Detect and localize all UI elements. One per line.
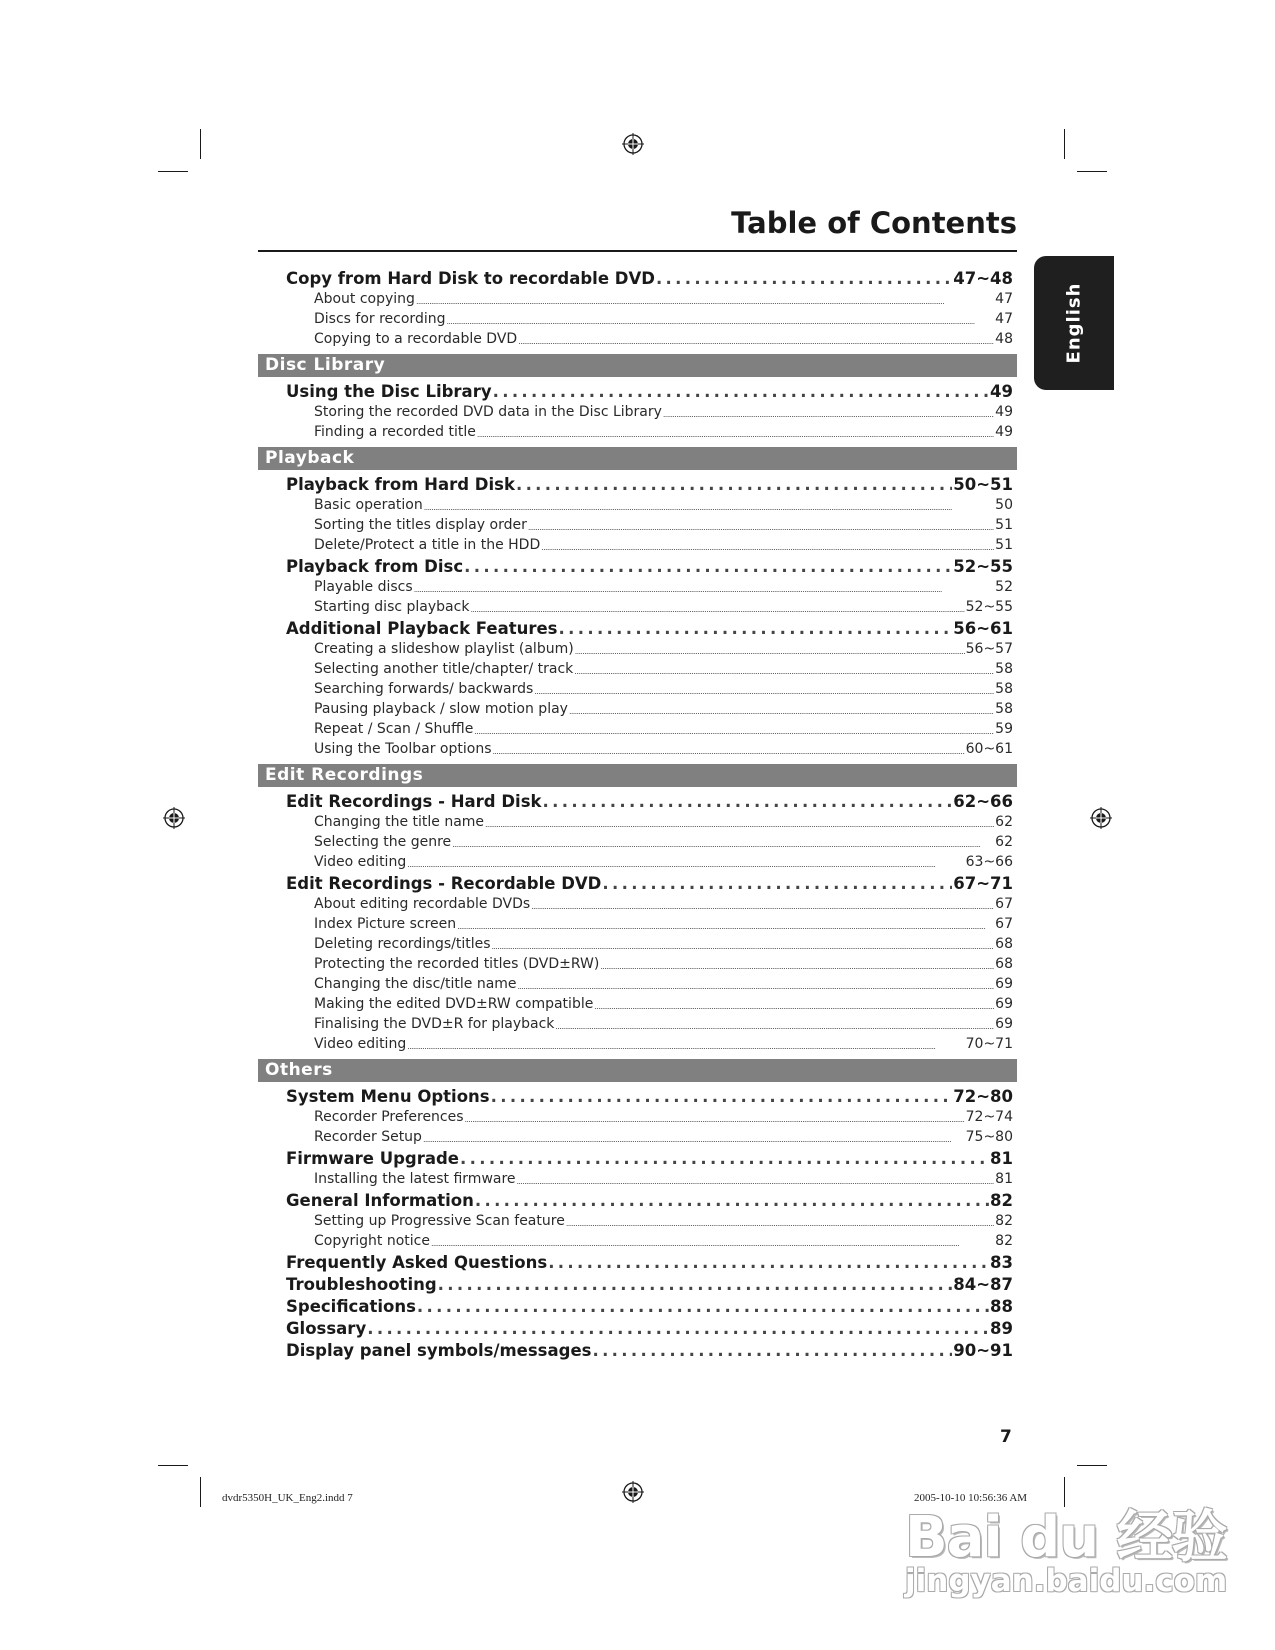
toc-entry-label: Discs for recording xyxy=(314,311,446,327)
toc-entry[interactable] xyxy=(258,719,1017,739)
toc-entry-page: 58 xyxy=(995,661,1013,677)
dot-leader xyxy=(416,295,994,309)
dot-leader xyxy=(407,1040,964,1054)
toc-entry-page: 82 xyxy=(995,1233,1013,1249)
toc-entry[interactable] xyxy=(258,974,1017,994)
registration-mark-icon xyxy=(622,133,644,155)
toc-entry-label: Recorder Setup xyxy=(314,1129,422,1145)
dot-leader xyxy=(491,1087,953,1107)
toc-entry-page: 56~57 xyxy=(965,641,1013,657)
toc-heading-entry[interactable] xyxy=(258,1339,1017,1361)
crop-mark xyxy=(158,1465,188,1466)
dot-leader xyxy=(446,315,994,329)
toc-entry-page: 52~55 xyxy=(953,557,1013,576)
toc-entry[interactable] xyxy=(258,422,1017,442)
toc-entry-label: Specifications xyxy=(286,1297,416,1316)
dot-leader xyxy=(464,557,952,577)
toc-entry-label: Selecting the genre xyxy=(314,834,452,850)
dot-leader xyxy=(594,1000,994,1014)
toc xyxy=(258,267,1017,1361)
toc-entry-page: 69 xyxy=(995,976,1013,992)
toc-entry-page: 81 xyxy=(990,1149,1013,1168)
dot-leader xyxy=(566,1217,994,1231)
toc-heading-entry[interactable] xyxy=(258,617,1017,639)
toc-entry[interactable] xyxy=(258,832,1017,852)
toc-entry-page: 72~80 xyxy=(953,1087,1013,1106)
toc-entry[interactable] xyxy=(258,515,1017,535)
toc-entry[interactable] xyxy=(258,597,1017,617)
toc-entry-page: 89 xyxy=(990,1319,1013,1338)
dot-leader xyxy=(474,725,994,739)
toc-entry-page: 90~91 xyxy=(953,1341,1013,1360)
toc-entry-page: 52 xyxy=(995,579,1013,595)
toc-entry-label: Changing the title name xyxy=(314,814,485,830)
toc-entry-label: Playback from Hard Disk xyxy=(286,475,515,494)
dot-leader xyxy=(541,541,994,555)
toc-entry[interactable] xyxy=(258,402,1017,422)
toc-entry-page: 48 xyxy=(995,331,1013,347)
toc-entry-page: 63~66 xyxy=(965,854,1013,870)
toc-entry-page: 67 xyxy=(995,896,1013,912)
dot-leader xyxy=(518,335,994,349)
toc-entry-label: Searching forwards/ backwards xyxy=(314,681,534,697)
dot-leader xyxy=(367,1319,989,1339)
dot-leader xyxy=(485,818,994,832)
toc-entry[interactable] xyxy=(258,309,1017,329)
toc-entry-page: 47 xyxy=(995,311,1013,327)
toc-entry-page: 75~80 xyxy=(965,1129,1013,1145)
toc-entry[interactable] xyxy=(258,812,1017,832)
toc-entry-label: Video editing xyxy=(314,854,407,870)
toc-entry-label: Delete/Protect a title in the HDD xyxy=(314,537,541,553)
toc-entry-label: Starting disc playback xyxy=(314,599,470,615)
toc-entry-label: Edit Recordings - Hard Disk xyxy=(286,792,542,811)
section-header-disc-library: Disc Library xyxy=(258,354,1017,377)
toc-entry[interactable] xyxy=(258,994,1017,1014)
toc-entry-label: Glossary xyxy=(286,1319,367,1338)
toc-heading-entry[interactable] xyxy=(258,1295,1017,1317)
toc-entry-page: 59 xyxy=(995,721,1013,737)
toc-entry[interactable] xyxy=(258,679,1017,699)
dot-leader xyxy=(518,980,995,994)
dot-leader xyxy=(423,1133,965,1147)
toc-heading-entry[interactable] xyxy=(258,555,1017,577)
toc-entry-label: Making the edited DVD±RW compatible xyxy=(314,996,594,1012)
toc-entry-page: 84~87 xyxy=(953,1275,1013,1294)
toc-entry-label: Troubleshooting xyxy=(286,1275,437,1294)
toc-entry-label: Index Picture screen xyxy=(314,916,457,932)
toc-entry-page: 88 xyxy=(990,1297,1013,1316)
registration-mark-icon xyxy=(622,1481,644,1503)
dot-leader xyxy=(457,920,994,934)
toc-heading-entry[interactable] xyxy=(258,1147,1017,1169)
toc-entry[interactable] xyxy=(258,639,1017,659)
crop-mark xyxy=(158,171,188,172)
toc-entry-page: 50~51 xyxy=(953,475,1013,494)
toc-entry-page: 62~66 xyxy=(953,792,1013,811)
toc-entry[interactable] xyxy=(258,659,1017,679)
toc-entry[interactable] xyxy=(258,699,1017,719)
dot-leader xyxy=(592,1341,952,1361)
toc-entry-page: 62 xyxy=(995,814,1013,830)
registration-mark-icon xyxy=(1090,807,1112,829)
dot-leader xyxy=(600,960,994,974)
dot-leader xyxy=(517,1175,995,1189)
toc-entry-page: 49 xyxy=(995,404,1013,420)
dot-leader xyxy=(559,619,953,639)
toc-entry-label: Deleting recordings/titles xyxy=(314,936,491,952)
toc-entry[interactable] xyxy=(258,739,1017,759)
slug-timestamp: 2005-10-10 10:56:36 AM xyxy=(914,1492,1028,1504)
toc-heading-entry[interactable] xyxy=(258,1085,1017,1107)
toc-entry-label: Finalising the DVD±R for playback xyxy=(314,1016,555,1032)
toc-entry[interactable] xyxy=(258,1169,1017,1189)
dot-leader xyxy=(569,705,994,719)
toc-entry-label: Creating a slideshow playlist (album) xyxy=(314,641,574,657)
toc-entry-label: Sorting the titles display order xyxy=(314,517,527,533)
toc-entry[interactable] xyxy=(258,1107,1017,1127)
toc-heading-entry[interactable] xyxy=(258,1189,1017,1211)
language-tab-label: English xyxy=(1063,282,1085,364)
toc-entry-page: 47~48 xyxy=(953,269,1013,288)
page-number: 7 xyxy=(1000,1427,1012,1447)
dot-leader xyxy=(542,792,952,812)
toc-entry-label: Recorder Preferences xyxy=(314,1109,464,1125)
toc-entry-label: Firmware Upgrade xyxy=(286,1149,460,1168)
crop-mark xyxy=(1064,129,1065,159)
dot-leader xyxy=(574,665,994,679)
toc-entry-label: Using the Toolbar options xyxy=(314,741,492,757)
toc-entry-label: Storing the recorded DVD data in the Disc Library xyxy=(314,404,662,420)
toc-entry-page: 67~71 xyxy=(953,874,1013,893)
toc-entry-label: System Menu Options xyxy=(286,1087,490,1106)
dot-leader xyxy=(407,858,964,872)
toc-entry-label: Finding a recorded title xyxy=(314,424,476,440)
toc-entry[interactable] xyxy=(258,329,1017,349)
toc-entry[interactable] xyxy=(258,1034,1017,1054)
dot-leader xyxy=(493,745,965,759)
toc-entry-page: 51 xyxy=(995,537,1013,553)
dot-leader xyxy=(438,1275,953,1295)
toc-heading-entry[interactable] xyxy=(258,380,1017,402)
toc-entry-label: Selecting another title/chapter/ track xyxy=(314,661,574,677)
toc-entry-label: Playable discs xyxy=(314,579,413,595)
toc-entry-label: General Information xyxy=(286,1191,474,1210)
toc-entry-page: 70~71 xyxy=(965,1036,1013,1052)
toc-entry-page: 50 xyxy=(995,497,1013,513)
toc-entry-label: Display panel symbols/messages xyxy=(286,1341,592,1360)
toc-entry[interactable] xyxy=(258,954,1017,974)
toc-heading-entry[interactable] xyxy=(258,267,1017,289)
toc-entry-label: Installing the latest firmware xyxy=(314,1171,516,1187)
dot-leader xyxy=(414,583,994,597)
toc-entry-label: About copying xyxy=(314,291,415,307)
crop-mark xyxy=(1077,1465,1107,1466)
toc-entry-page: 67 xyxy=(995,916,1013,932)
dot-leader xyxy=(460,1149,989,1169)
dot-leader xyxy=(417,1297,989,1317)
section-header-playback: Playback xyxy=(258,447,1017,470)
toc-entry-page: 58 xyxy=(995,681,1013,697)
toc-entry-label: Playback from Disc xyxy=(286,557,464,576)
toc-entry-page: 69 xyxy=(995,996,1013,1012)
crop-mark xyxy=(1077,171,1107,172)
toc-entry-label: Copy from Hard Disk to recordable DVD xyxy=(286,269,655,288)
toc-entry-page: 49 xyxy=(990,382,1013,401)
toc-entry-label: Additional Playback Features xyxy=(286,619,558,638)
toc-entry-page: 56~61 xyxy=(953,619,1013,638)
toc-entry[interactable] xyxy=(258,1127,1017,1147)
language-tab xyxy=(1034,256,1114,390)
slug-filename: dvdr5350H_UK_Eng2.indd 7 xyxy=(222,1492,353,1504)
dot-leader xyxy=(452,838,994,852)
toc-entry-label: Protecting the recorded titles (DVD±RW) xyxy=(314,956,600,972)
dot-leader xyxy=(531,900,994,914)
toc-entry-label: Copyright notice xyxy=(314,1233,430,1249)
dot-leader xyxy=(470,603,964,617)
crop-mark xyxy=(200,1477,201,1507)
dot-leader xyxy=(555,1020,994,1034)
section-header-others: Others xyxy=(258,1059,1017,1082)
toc-entry-page: 47 xyxy=(995,291,1013,307)
toc-entry[interactable] xyxy=(258,934,1017,954)
dot-leader xyxy=(475,1191,989,1211)
baidu-watermark-logo: Bai du 经验 xyxy=(905,1505,1227,1570)
dot-leader xyxy=(465,1113,965,1127)
toc-entry-page: 82 xyxy=(990,1191,1013,1210)
dot-leader xyxy=(424,501,994,515)
toc-entry[interactable] xyxy=(258,535,1017,555)
registration-mark-icon xyxy=(163,807,185,829)
toc-entry-label: Copying to a recordable DVD xyxy=(314,331,518,347)
toc-entry-page: 69 xyxy=(995,1016,1013,1032)
toc-entry-label: Basic operation xyxy=(314,497,423,513)
toc-entry[interactable] xyxy=(258,289,1017,309)
toc-entry[interactable] xyxy=(258,1014,1017,1034)
toc-entry-page: 62 xyxy=(995,834,1013,850)
toc-entry-label: Edit Recordings - Recordable DVD xyxy=(286,874,602,893)
dot-leader xyxy=(656,269,952,289)
dot-leader xyxy=(431,1237,994,1251)
toc-entry-label: Pausing playback / slow motion play xyxy=(314,701,568,717)
dot-leader xyxy=(575,645,965,659)
toc-entry-label: About editing recordable DVDs xyxy=(314,896,531,912)
toc-heading-entry[interactable] xyxy=(258,1317,1017,1339)
toc-entry[interactable] xyxy=(258,495,1017,515)
dot-leader xyxy=(548,1253,989,1273)
dot-leader xyxy=(493,382,989,402)
toc-heading-entry[interactable] xyxy=(258,790,1017,812)
dot-leader xyxy=(602,874,952,894)
toc-entry-page: 68 xyxy=(995,956,1013,972)
dot-leader xyxy=(516,475,952,495)
toc-entry[interactable] xyxy=(258,914,1017,934)
toc-entry-page: 83 xyxy=(990,1253,1013,1272)
toc-entry-page: 60~61 xyxy=(965,741,1013,757)
toc-entry-page: 51 xyxy=(995,517,1013,533)
dot-leader xyxy=(663,408,994,422)
toc-entry-label: Video editing xyxy=(314,1036,407,1052)
toc-entry-page: 58 xyxy=(995,701,1013,717)
toc-entry-page: 82 xyxy=(995,1213,1013,1229)
toc-entry[interactable] xyxy=(258,894,1017,914)
toc-heading-entry[interactable] xyxy=(258,1273,1017,1295)
dot-leader xyxy=(534,685,994,699)
dot-leader xyxy=(528,521,994,535)
toc-entry-page: 81 xyxy=(995,1171,1013,1187)
toc-entry[interactable] xyxy=(258,1231,1017,1251)
toc-entry-page: 49 xyxy=(995,424,1013,440)
toc-entry-label: Frequently Asked Questions xyxy=(286,1253,548,1272)
toc-entry[interactable] xyxy=(258,852,1017,872)
toc-entry[interactable] xyxy=(258,577,1017,597)
crop-mark xyxy=(200,129,201,159)
toc-entry[interactable] xyxy=(258,1211,1017,1231)
toc-entry-page: 72~74 xyxy=(965,1109,1013,1125)
section-header-edit-recordings: Edit Recordings xyxy=(258,764,1017,787)
toc-entry-label: Setting up Progressive Scan feature xyxy=(314,1213,565,1229)
dot-leader xyxy=(492,940,995,954)
toc-heading-entry[interactable] xyxy=(258,872,1017,894)
toc-entry-page: 68 xyxy=(995,936,1013,952)
toc-entry-page: 52~55 xyxy=(965,599,1013,615)
toc-heading-entry[interactable] xyxy=(258,473,1017,495)
dot-leader xyxy=(477,428,994,442)
title-rule xyxy=(258,250,1017,252)
toc-heading-entry[interactable] xyxy=(258,1251,1017,1273)
baidu-watermark-url: jingyan.baidu.com xyxy=(905,1563,1228,1599)
toc-entry-label: Using the Disc Library xyxy=(286,382,492,401)
toc-entry-label: Changing the disc/title name xyxy=(314,976,517,992)
toc-entry-label: Repeat / Scan / Shuffle xyxy=(314,721,474,737)
page-title: Table of Contents xyxy=(731,206,1017,240)
